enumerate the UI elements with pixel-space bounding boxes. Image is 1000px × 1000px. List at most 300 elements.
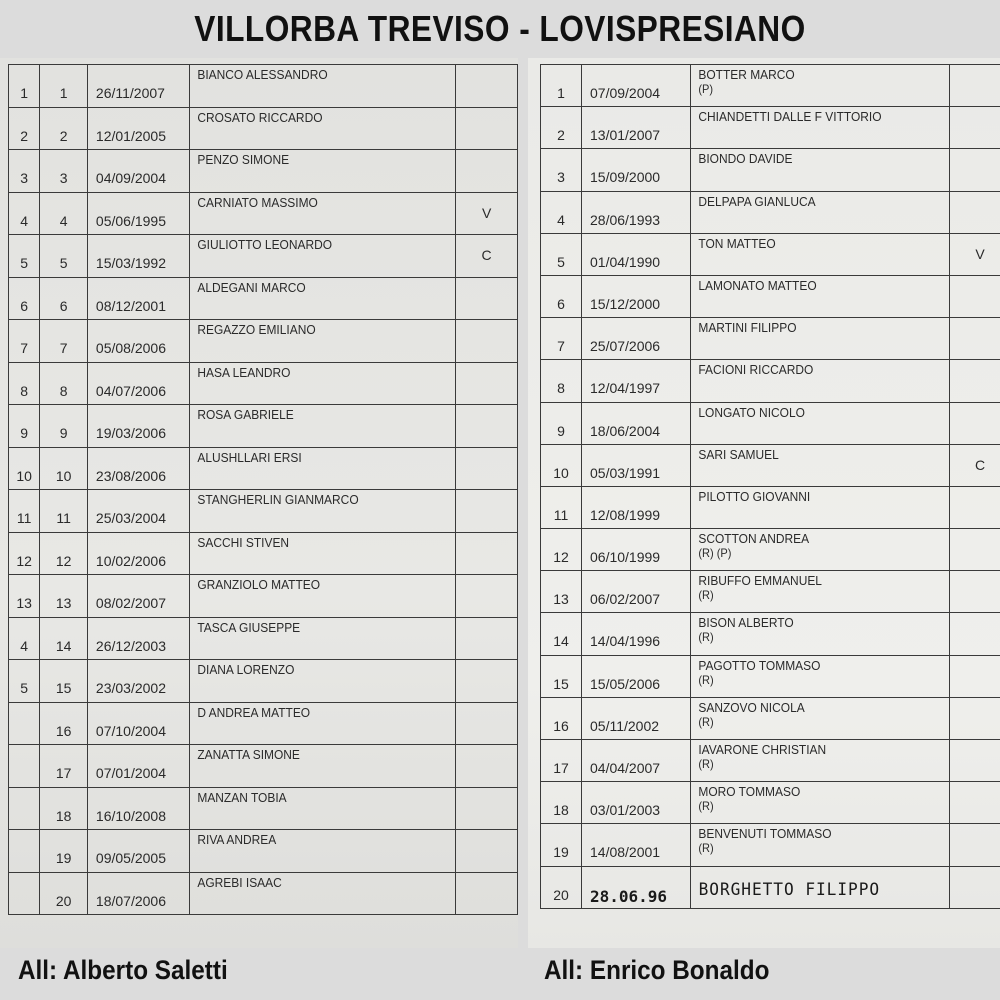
row-index: 20	[553, 886, 569, 903]
row-index-cell	[541, 655, 582, 697]
birth-date-cell	[582, 233, 691, 275]
player-name	[190, 405, 434, 422]
player-name-cell	[691, 529, 950, 571]
captain-mark	[456, 873, 517, 885]
birth-date: 06/02/2007	[590, 591, 661, 608]
captain-mark-cell	[456, 617, 518, 660]
player-name-cell	[190, 787, 456, 830]
player-name-text: FACIONI RICCARDO	[698, 362, 814, 378]
birth-date-cell	[87, 787, 189, 830]
birth-date: 15/09/2000	[590, 169, 661, 186]
player-name-cell	[190, 532, 456, 575]
player-name-cell	[691, 824, 950, 866]
row-index-cell	[541, 697, 582, 739]
shirt-number-cell	[40, 660, 88, 703]
table-row	[541, 740, 1000, 782]
captain-mark	[456, 108, 517, 120]
player-name	[691, 65, 928, 96]
player-name-text: SCOTTON ANDREA	[698, 531, 810, 547]
birth-date: 23/08/2006	[95, 467, 166, 484]
captain-mark-cell	[950, 402, 1000, 444]
player-name	[190, 320, 434, 337]
shirt-number: 7	[59, 340, 68, 356]
row-index: 4	[557, 211, 565, 228]
table-row	[541, 318, 1000, 360]
table-row	[541, 444, 1000, 486]
row-index-cell	[541, 191, 582, 233]
table-row	[541, 529, 1000, 571]
player-name-text: MARTINI FILIPPO	[698, 320, 797, 336]
row-index-cell	[541, 571, 582, 613]
player-name	[190, 873, 434, 890]
player-name	[691, 192, 928, 209]
shirt-number: 10	[55, 467, 72, 484]
player-role-note: (R)	[698, 714, 714, 729]
shirt-number-cell	[40, 192, 88, 235]
birth-date: 12/04/1997	[590, 380, 661, 397]
player-name	[190, 703, 434, 720]
row-index: 2	[557, 127, 565, 144]
captain-mark-cell	[456, 787, 518, 830]
captain-mark-cell	[456, 490, 518, 533]
player-name-text: REGAZZO EMILIANO	[197, 322, 316, 337]
table-row	[9, 660, 518, 703]
row-index-cell	[541, 65, 582, 107]
player-name	[691, 445, 928, 462]
shirt-number-cell	[40, 872, 88, 915]
birth-date: 15/03/1992	[95, 255, 166, 271]
table-row	[541, 402, 1000, 444]
row-index-cell	[9, 405, 40, 448]
row-index-cell	[541, 824, 582, 866]
shirt-number-cell	[40, 532, 88, 575]
captain-mark-cell	[456, 235, 518, 278]
row-index: 8	[557, 380, 565, 397]
player-name	[190, 193, 434, 210]
captain-mark	[456, 745, 517, 757]
captain-mark-cell	[950, 697, 1000, 739]
shirt-number: 11	[56, 510, 71, 526]
player-name-cell	[691, 107, 950, 149]
birth-date-cell	[582, 444, 691, 486]
captain-mark	[950, 107, 1000, 119]
birth-date-cell	[87, 362, 189, 405]
birth-date: 07/01/2004	[95, 765, 166, 781]
captain-mark-cell	[456, 660, 518, 703]
row-index: 7	[557, 338, 565, 355]
birth-date: 14/08/2001	[590, 844, 661, 861]
captain-mark-cell	[950, 149, 1000, 191]
captain-mark	[950, 149, 1000, 161]
captain-mark	[456, 788, 517, 800]
birth-date-cell	[87, 277, 189, 320]
player-name-text: RIVA ANDREA	[197, 832, 277, 847]
player-name-cell	[691, 191, 950, 233]
row-index: 10	[16, 467, 32, 484]
shirt-number-cell	[40, 405, 88, 448]
captain-mark-cell	[950, 65, 1000, 107]
captain-mark	[456, 405, 517, 417]
player-name-cell	[691, 149, 950, 191]
player-name	[691, 613, 928, 644]
row-index: 3	[557, 169, 565, 186]
shirt-number: 16	[55, 722, 72, 739]
row-index: 9	[20, 425, 29, 441]
captain-mark	[950, 824, 1000, 836]
player-name-text: CROSATO RICCARDO	[197, 109, 323, 125]
shirt-number-cell	[40, 65, 88, 108]
table-row	[541, 275, 1000, 317]
player-name-cell	[190, 107, 456, 150]
shirt-number: 17	[55, 765, 72, 781]
row-index: 5	[20, 255, 29, 271]
row-index: 13	[16, 595, 32, 611]
player-name-cell	[190, 447, 456, 490]
player-name-text: ALDEGANI MARCO	[197, 279, 306, 295]
birth-date: 26/12/2003	[95, 637, 166, 654]
row-index	[9, 788, 39, 808]
home-coach-label: All: Alberto Saletti	[18, 955, 228, 985]
birth-date-cell	[582, 275, 691, 317]
birth-date: 07/09/2004	[590, 85, 661, 101]
player-name	[691, 487, 928, 504]
player-name-text: TON MATTEO	[698, 235, 776, 251]
row-index-cell	[9, 107, 40, 150]
table-row	[9, 490, 518, 533]
row-index: 1	[557, 85, 565, 101]
captain-mark-cell	[950, 613, 1000, 655]
captain-mark	[950, 571, 1000, 583]
player-name	[190, 65, 434, 82]
player-name-text: BENVENUTI TOMMASO	[698, 826, 832, 842]
player-name-text: GIULIOTTO LEONARDO	[197, 237, 333, 252]
birth-date-cell	[582, 782, 691, 824]
birth-date-cell	[582, 191, 691, 233]
player-name-text: AGREBI ISAAC	[197, 874, 282, 890]
table-row	[9, 320, 518, 363]
player-name-text: SACCHI STIVEN	[197, 534, 290, 550]
player-name	[691, 360, 928, 377]
birth-date-cell	[582, 318, 691, 360]
row-index: 12	[553, 549, 569, 566]
table-row	[9, 107, 518, 150]
match-title: VILLORBA TREVISO - LOVISPRESIANO	[194, 8, 806, 49]
captain-mark-cell	[456, 532, 518, 575]
birth-date: 08/02/2007	[95, 595, 166, 611]
player-name-cell	[691, 444, 950, 486]
captain-mark	[950, 318, 1000, 330]
captain-mark	[456, 575, 517, 587]
player-name-cell	[691, 782, 950, 824]
shirt-number-cell	[40, 830, 88, 873]
captain-mark	[456, 278, 517, 290]
row-index-cell	[541, 486, 582, 528]
player-name-cell	[691, 866, 950, 908]
player-name-cell	[691, 275, 950, 317]
player-name-cell	[691, 65, 950, 107]
shirt-number-cell	[40, 235, 88, 278]
player-name-text: D ANDREA MATTEO	[197, 704, 311, 720]
table-row	[541, 697, 1000, 739]
table-row	[9, 532, 518, 575]
player-name-cell	[190, 277, 456, 320]
birth-date: 12/08/1999	[590, 506, 661, 523]
player-role-note: (R)	[698, 588, 714, 603]
player-name-cell	[691, 233, 950, 275]
shirt-number: 14	[55, 637, 72, 654]
captain-mark	[456, 490, 517, 502]
player-name-cell	[691, 486, 950, 528]
captain-mark	[456, 618, 517, 630]
birth-date-cell	[582, 655, 691, 697]
birth-date: 19/03/2006	[95, 425, 166, 441]
birth-date: 25/03/2004	[95, 510, 166, 526]
player-name-cell	[190, 150, 456, 193]
player-name-text: SANZOVO NICOLA	[698, 699, 805, 715]
shirt-number: 6	[59, 297, 68, 314]
row-index: 19	[553, 844, 569, 861]
captain-mark-cell	[456, 575, 518, 618]
player-name-text: HASA LEANDRO	[197, 364, 291, 380]
home-team-sheet	[0, 58, 518, 948]
row-index-cell	[541, 318, 582, 360]
player-name	[691, 656, 928, 687]
shirt-number: 13	[55, 595, 72, 611]
table-row	[9, 235, 518, 278]
player-role-note: (R) (P)	[698, 546, 732, 561]
player-name	[190, 150, 434, 167]
birth-date: 07/10/2004	[95, 722, 166, 739]
player-name	[190, 490, 434, 507]
table-row	[9, 192, 518, 235]
table-row	[9, 702, 518, 745]
player-name-cell	[691, 613, 950, 655]
player-role-note: (R)	[698, 757, 714, 771]
table-row	[541, 486, 1000, 528]
captain-mark	[456, 448, 517, 460]
birth-date-cell	[582, 613, 691, 655]
player-name-cell	[190, 617, 456, 660]
shirt-number-cell	[40, 320, 88, 363]
player-name-cell	[190, 702, 456, 745]
captain-mark	[950, 698, 1000, 710]
captain-mark	[950, 487, 1000, 499]
captain-mark-cell	[950, 275, 1000, 317]
captain-mark	[950, 529, 1000, 541]
captain-mark-cell	[950, 782, 1000, 824]
player-name-text: CARNIATO MASSIMO	[197, 194, 318, 210]
captain-mark-cell	[456, 872, 518, 915]
player-name-cell	[190, 405, 456, 448]
player-name-cell	[190, 830, 456, 873]
row-index-cell	[9, 192, 40, 235]
player-name	[691, 318, 928, 335]
shirt-number-cell	[40, 617, 88, 660]
birth-date: 28.06.96	[590, 886, 668, 906]
birth-date-cell	[87, 65, 189, 108]
player-name-cell	[691, 655, 950, 697]
player-name-text: LONGATO NICOLO	[698, 404, 805, 420]
captain-mark	[456, 533, 517, 545]
row-index-cell	[9, 702, 40, 745]
player-name	[190, 618, 434, 635]
player-name	[691, 107, 928, 124]
row-index-cell	[9, 617, 40, 660]
player-name	[190, 575, 434, 592]
captain-mark-cell	[950, 486, 1000, 528]
player-name-cell	[691, 402, 950, 444]
captain-mark-cell	[456, 107, 518, 150]
player-name	[691, 867, 936, 900]
player-name-cell	[190, 362, 456, 405]
birth-date-cell	[87, 745, 189, 788]
table-row	[541, 107, 1000, 149]
row-index: 10	[553, 464, 569, 481]
player-name-text: BIANCO ALESSANDRO	[197, 67, 328, 82]
captain-mark: C	[974, 456, 986, 473]
row-index-cell	[9, 532, 40, 575]
player-name-text: MANZAN TOBIA	[197, 789, 287, 805]
captain-mark-cell	[456, 192, 518, 235]
captain-mark	[950, 613, 1000, 625]
table-row	[541, 191, 1000, 233]
captain-mark	[950, 782, 1000, 794]
captain-mark	[950, 656, 1000, 668]
row-index-cell	[541, 529, 582, 571]
birth-date-cell	[582, 149, 691, 191]
player-name	[190, 363, 434, 380]
captain-mark	[456, 363, 517, 375]
birth-date: 04/04/2007	[590, 760, 661, 776]
row-index: 14	[553, 633, 569, 650]
player-name-cell	[190, 745, 456, 788]
birth-date-cell	[87, 702, 189, 745]
birth-date-cell	[87, 490, 189, 533]
player-name-text: MORO TOMMASO	[698, 784, 801, 800]
row-index-cell	[9, 575, 40, 618]
shirt-number: 3	[59, 170, 68, 186]
captain-mark	[950, 360, 1000, 372]
table-row	[541, 824, 1000, 866]
player-name-cell	[190, 192, 456, 235]
table-row	[9, 362, 518, 405]
captain-mark-cell	[950, 740, 1000, 782]
player-name-cell	[691, 740, 950, 782]
player-name-text: BIONDO DAVIDE	[698, 151, 793, 167]
player-name-cell	[190, 65, 456, 108]
birth-date-cell	[87, 660, 189, 703]
row-index	[9, 873, 39, 893]
shirt-number-cell	[40, 702, 88, 745]
table-row	[9, 787, 518, 830]
player-name	[190, 235, 434, 252]
row-index: 4	[20, 637, 29, 654]
row-index-cell	[541, 402, 582, 444]
row-index: 2	[20, 127, 29, 144]
player-name	[691, 234, 928, 251]
shirt-number: 2	[59, 127, 68, 144]
birth-date: 25/07/2006	[590, 338, 661, 355]
table-row	[541, 65, 1000, 107]
birth-date-cell	[582, 486, 691, 528]
player-name	[691, 149, 928, 166]
player-name-text: TASCA GIUSEPPE	[197, 619, 301, 635]
shirt-number: 12	[55, 552, 72, 569]
captain-mark	[950, 740, 1000, 752]
birth-date-cell	[87, 150, 189, 193]
captain-mark-cell	[456, 320, 518, 363]
row-index: 9	[557, 422, 565, 439]
birth-date: 15/05/2006	[590, 675, 661, 692]
birth-date-cell	[582, 107, 691, 149]
captain-mark-cell	[456, 447, 518, 490]
row-index-cell	[9, 830, 40, 873]
player-name	[190, 533, 434, 550]
shirt-number-cell	[40, 745, 88, 788]
birth-date: 09/05/2005	[95, 850, 166, 866]
row-index: 16	[553, 717, 569, 734]
table-row	[541, 613, 1000, 655]
row-index-cell	[9, 787, 40, 830]
player-name-cell	[190, 660, 456, 703]
captain-mark-cell	[456, 405, 518, 448]
player-name	[190, 830, 434, 847]
captain-mark	[456, 65, 517, 77]
birth-date: 16/10/2008	[95, 807, 166, 824]
birth-date-cell	[87, 192, 189, 235]
birth-date-cell	[582, 866, 691, 908]
table-row	[9, 405, 518, 448]
row-index-cell	[9, 660, 40, 703]
shirt-number-cell	[40, 575, 88, 618]
player-name	[190, 745, 434, 762]
shirt-number: 1	[59, 85, 68, 101]
player-name-text: ALUSHLLARI ERSI	[197, 449, 302, 465]
captain-mark-cell	[950, 866, 1000, 908]
captain-mark-cell	[456, 150, 518, 193]
birth-date-cell	[87, 405, 189, 448]
shirt-number-cell	[40, 787, 88, 830]
row-index: 3	[20, 170, 29, 186]
table-row	[9, 447, 518, 490]
birth-date: 05/03/1991	[590, 464, 661, 481]
birth-date: 15/12/2000	[590, 295, 661, 312]
row-index: 15	[553, 675, 569, 692]
birth-date: 05/06/1995	[95, 212, 166, 229]
player-name-cell	[190, 490, 456, 533]
birth-date-cell	[87, 575, 189, 618]
row-index: 4	[20, 212, 29, 229]
birth-date-cell	[87, 830, 189, 873]
birth-date: 26/11/2007	[95, 85, 165, 101]
table-row	[541, 571, 1000, 613]
birth-date-cell	[582, 402, 691, 444]
captain-mark-cell	[456, 830, 518, 873]
captain-mark-cell	[950, 318, 1000, 360]
row-index-cell	[9, 320, 40, 363]
birth-date-cell	[582, 824, 691, 866]
player-name	[691, 740, 928, 771]
player-role-note: (R)	[698, 799, 714, 814]
player-name-text: BISON ALBERTO	[698, 615, 794, 631]
row-index-cell	[541, 275, 582, 317]
player-name-cell	[691, 360, 950, 402]
player-name-cell	[691, 571, 950, 613]
captain-mark	[950, 65, 1000, 77]
row-index: 1	[20, 85, 29, 101]
player-name	[691, 571, 928, 602]
player-name	[691, 824, 928, 855]
